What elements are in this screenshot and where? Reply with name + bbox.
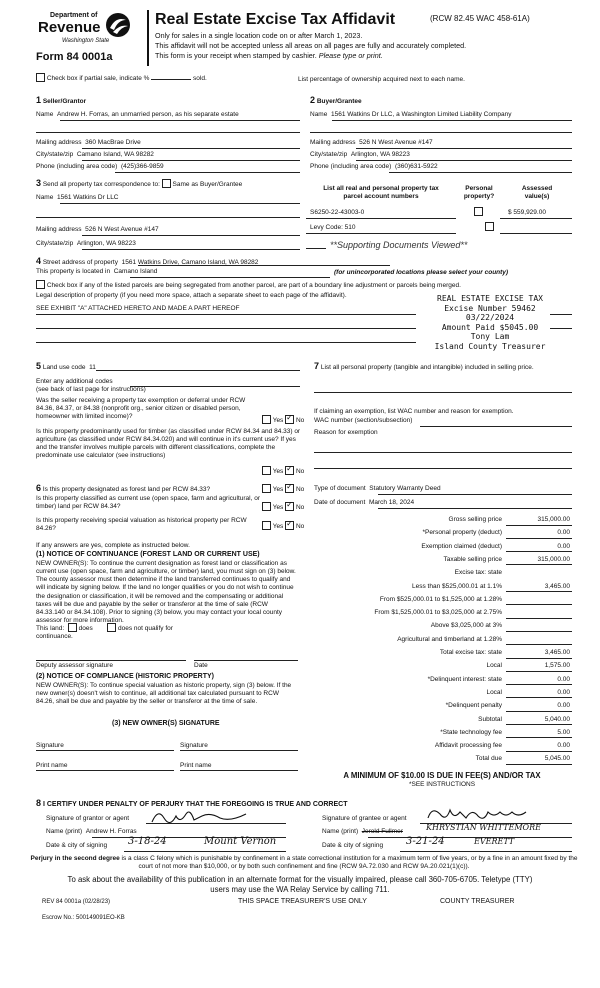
header-note-3: This form is your receipt when stamped by cashier. Please type or print.: [155, 51, 383, 60]
exemption-no-checkbox[interactable]: [285, 415, 294, 424]
historic-yes-no: Yes ✓ No: [262, 522, 304, 531]
forest-yes-checkbox[interactable]: [262, 484, 271, 493]
calc-label: Gross selling price: [448, 516, 502, 523]
calc-label: Taxable selling price: [443, 555, 502, 563]
forest-question: 6 Is this property designated as forest land per RCW 84.33?: [36, 483, 211, 493]
excise-tax-stamp: REAL ESTATE EXCISE TAX Excise Number 59462 03/22/2024 Amount Paid $5045.00 Tony Lam Island County Treasurer: [434, 294, 546, 351]
county-treasurer-label: COUNTY TREASURER: [440, 898, 515, 905]
timber-no-checkbox[interactable]: [285, 466, 294, 475]
calc-value: 1,575.00: [544, 662, 570, 670]
grantor-name: Andrew H. Forras: [85, 828, 137, 835]
perjury-notice: Perjury in the second degree is a class C felony which is punishable by confinement in a state correctional institution for a maximum term of five years, or by a fine in an amount fixed by the court of not more than $10,000, or by both such confinement and fine (RCW 9A.72.030 and RCW 9A.20.021(1)(c)).: [30, 855, 578, 871]
header-note-2: This affidavit will not be accepted unless all areas on all pages are fully and accurately completed.: [155, 41, 467, 50]
treasurer-use-label: THIS SPACE TREASURER'S USE ONLY: [238, 898, 367, 905]
current-use-question: Is this property classified as current use (open space, farm and agricultural, or timber) land per RCW 84.34?: [36, 495, 260, 511]
seller-mail-line: [82, 148, 300, 149]
calc-label: Less than $525,000.01 at 1.1%: [412, 582, 502, 590]
calc-value-line: [506, 525, 572, 526]
buyer-phone-line: [389, 172, 572, 173]
partial-sale-checkbox[interactable]: [36, 73, 45, 82]
calc-label: *State technology fee: [440, 728, 502, 736]
calc-value: 5.00: [557, 728, 570, 736]
doc-type-line: [378, 494, 572, 495]
personal-property-checkbox-1[interactable]: [474, 207, 483, 216]
value-line-2: [500, 233, 572, 234]
calc-value-line: [506, 671, 572, 672]
grantee-date: 3-21-24: [406, 836, 445, 847]
wac-label: WAC number (section/subsection): [314, 417, 413, 424]
new-owner-print-label-1: Print name: [36, 762, 68, 769]
grantor-name-row: Name (print) Andrew H. Forras: [46, 828, 137, 835]
parcel-header: List all real and personal property tax parcel account numbers: [323, 185, 439, 201]
taxcorr-heading: 3 Send all property tax correspondence to: Same as Buyer/Grantee: [36, 178, 243, 188]
personal-line-1: [314, 392, 572, 393]
new-owner-sig-label-1: Signature: [36, 742, 64, 749]
calc-value-line: [506, 724, 572, 725]
calc-value: 0.00: [557, 675, 570, 683]
deputy-sig-line: [36, 660, 186, 661]
calc-value-line: [506, 538, 572, 539]
taxcorr-name-line: [60, 203, 300, 204]
parcel-line-1: [306, 218, 456, 219]
grantee-date-label: Date & city of signing: [322, 842, 384, 849]
buyer-city: Arlington, WA 98223: [350, 151, 410, 158]
taxcorr-name-row: Name 1561 Watkins Dr LLC: [36, 194, 119, 201]
seller-mail-row: Mailing address 360 MacBrae Drive: [36, 139, 141, 146]
timber-question: Is this property predominantly used for timber (as classified under RCW 84.34 and 84.33) or agriculture (as classified under RCW 84.34.020) and will continue in it's current use? If yes and the transfer involves multiple parcels with different classifications, complete the predominate use calculator (see instructions): [36, 428, 301, 460]
list-percentage-note: List percentage of ownership acquired next to each name.: [298, 76, 465, 83]
calc-label: Excise tax: state: [454, 569, 502, 577]
calc-value-line: [506, 564, 572, 565]
grantee-name-line: [368, 837, 572, 838]
buyer-name: 1561 Watkins Dr LLC, a Washington Limited Liability Company: [330, 111, 512, 118]
buyer-phone-row: Phone (including area code) (360)631-5922: [310, 163, 438, 170]
logo-revenue-text: Revenue: [38, 19, 101, 36]
located-value: Camano Island: [113, 268, 158, 275]
doc-date-row: Date of document March 18, 2024: [314, 499, 415, 506]
calc-label: Subtotal: [478, 715, 502, 723]
new-owner-sig-label-2: Signature: [180, 742, 208, 749]
calc-value: 315,000.00: [537, 516, 570, 523]
form-revision: REV 84 0001a (02/28/23): [42, 899, 111, 905]
grantee-name-row: Name (print) Jerold Fullmer: [322, 828, 403, 835]
notice-compliance-title: (2) NOTICE OF COMPLIANCE (HISTORIC PROPERTY): [36, 673, 214, 680]
seller-phone-row: Phone (including area code) (425)366-9859: [36, 163, 164, 170]
taxcorr-city: Arlington, WA 98223: [76, 240, 136, 247]
current-use-yes-no: Yes ✓ No: [262, 503, 304, 512]
legal-line-2: [36, 328, 416, 329]
calc-label: Exemption claimed (deduct): [421, 542, 502, 550]
value-line-1: [500, 218, 572, 219]
calc-value-line: [506, 658, 572, 659]
calc-label: Local: [486, 688, 502, 696]
historic-yes-checkbox[interactable]: [262, 521, 271, 530]
reason-line-2: [314, 468, 572, 469]
land-does-not-checkbox[interactable]: [107, 623, 116, 632]
buyer-name-row: Name 1561 Watkins Dr LLC, a Washington Limited Liability Company: [310, 111, 512, 118]
notice-compliance-body: NEW OWNER(S): To continue special valuation as historic property, sign (3) below. If the new owner(s) doesn't wish to continue, all additional tax calculated pursuant to RCW 84.26, shall be due and payable by the seller or transferor at the time of sale.: [36, 682, 292, 706]
historic-no-checkbox[interactable]: [285, 521, 294, 530]
calc-value: 0.00: [557, 542, 570, 550]
new-owner-print-line-2: [180, 770, 298, 771]
calc-label: *Delinquent interest: state: [427, 675, 502, 683]
partial-percent-field[interactable]: [151, 79, 191, 80]
parcel-line-3: [306, 248, 326, 249]
buyer-mail: 526 N West Avenue #147: [359, 139, 433, 146]
grantor-city: Mount Vernon: [204, 836, 277, 847]
grantee-city: EVERETT: [474, 837, 515, 846]
timber-yes-no: Yes ✓ No: [262, 467, 304, 476]
deputy-sig-label: Deputy assessor signature: [36, 662, 113, 669]
supporting-docs-stamp: **Supporting Documents Viewed**: [330, 240, 468, 250]
calc-value: 315,000.00: [537, 555, 570, 563]
calc-label: Agricultural and timberland at 1.28%: [397, 635, 502, 643]
calc-value-line: [506, 551, 572, 552]
form-number: Form 84 0001a: [36, 51, 113, 63]
calc-value-line: [506, 737, 572, 738]
exemption-question: Was the seller receiving a property tax exemption or deferral under RCW 84.36, 84.37, or 84.38 (nonprofit org., senior citizen or disabled person, homeowner with limited income)?: [36, 397, 246, 421]
accessibility-notice: To ask about the availability of this publication in an alternate format for the visually impaired, please call 360-705-6705. Teletype (TTY) users may use the WA Relay Service by calling 711.: [67, 875, 533, 894]
seller-heading: 1 Seller/Grantor: [36, 95, 87, 105]
landuse-code: 11: [89, 364, 96, 371]
personal-property-header: Personal property?: [463, 185, 495, 201]
calc-value-line: [506, 591, 572, 592]
dor-logo: [36, 12, 134, 54]
legal-line-1: [36, 314, 416, 315]
grantor-date-line: [124, 851, 286, 852]
escrow-number: Escrow No.: 500149091EO-KB: [42, 915, 125, 921]
if-any-yes-note: If any answers are yes, complete as instructed below.: [36, 542, 190, 549]
header-note-1: Only for sales in a single location code on or after March 1, 2023.: [155, 31, 363, 40]
calc-value: 0.00: [557, 529, 570, 537]
landuse-row: 5 Land use code 11: [36, 361, 96, 371]
header-divider: [147, 10, 149, 66]
buyer-name-line-2: [310, 132, 572, 133]
notice-continuance-body: NEW OWNER(S): To continue the current designation as forest land or classification as current use (open space, farm and agriculture, or timber) land, you must sign on (3) below. The county assessor must then determine if the land transferred continues to qualify and will indicate by signing below. If the land no longer qualifies or you do not wish to continue the designation or classification, it will be removed and the compensating or additional taxes will be due and payable by the seller or transferor at the time of sale (RCW 84.33.140 or 84.34.108). Prior to signing (3) below, you may contact your local county assessor for more information.: [36, 560, 296, 624]
timber-yes-checkbox[interactable]: [262, 466, 271, 475]
partial-sold-label: sold.: [193, 75, 207, 83]
new-owner-sig-line-1: [36, 750, 174, 751]
parcel-line-2: [306, 233, 456, 234]
deputy-date-label: Date: [194, 662, 208, 669]
seller-phone-line: [115, 172, 300, 173]
buyer-phone: (360)631-5922: [394, 163, 438, 170]
calc-label: Total excise tax: state: [439, 649, 502, 656]
wac-line: [420, 426, 572, 427]
doc-type-row: Type of document Statutory Warranty Deed: [314, 485, 441, 492]
calc-label: Above $3,025,000 at 3%: [430, 622, 502, 630]
calc-value-line: [506, 711, 572, 712]
seller-name-row: Name Andrew H. Forras, an unmarried person, as his separate estate: [36, 111, 239, 118]
partial-sale-row: [36, 74, 207, 83]
buyer-city-line: [356, 160, 572, 161]
grantor-sig-label: Signature of grantor or agent: [46, 815, 130, 822]
calc-value: 0.00: [557, 742, 570, 750]
current-use-yes-checkbox[interactable]: [262, 502, 271, 511]
logo-state-text: Washington State: [62, 38, 110, 44]
certify-heading: 8 I CERTIFY UNDER PENALTY OF PERJURY THAT THE FOREGOING IS TRUE AND CORRECT: [36, 798, 348, 808]
minimum-due-note: A MINIMUM OF $10.00 IS DUE IN FEE(S) AND/OR TAX: [343, 771, 541, 780]
grantor-signature: [150, 806, 260, 828]
seller-city-row: City/state/zip Camano Island, WA 98282: [36, 151, 154, 158]
seller-phone: (425)366-9859: [120, 163, 164, 170]
this-land-row: This land: does does not qualify for: [36, 624, 173, 633]
continuance-label: continuance.: [36, 633, 73, 640]
reason-label: Reason for exemption: [314, 429, 378, 436]
additional-codes-label: Enter any additional codes (see back of last page for instructions): [36, 378, 146, 394]
legal-desc-value: SEE EXHIBIT "A" ATTACHED HERETO AND MADE A PART HEREOF: [36, 305, 240, 312]
calc-value: 0.00: [557, 702, 570, 710]
calc-label: *Delinquent penalty: [445, 702, 502, 710]
calc-value-line: [506, 697, 572, 698]
landuse-line: [96, 370, 300, 371]
forest-yes-no: Yes ✓ No: [262, 485, 304, 494]
legal-desc-label: Legal description of property (if you need more space, attach a separate sheet to each page of the affidavit).: [36, 292, 347, 299]
calc-value-line: [506, 644, 572, 645]
buyer-name-line: [332, 120, 572, 121]
exemption-yes-no: Yes ✓ No: [262, 416, 304, 425]
calc-value: 5,045.00: [544, 755, 570, 763]
buyer-mail-row: Mailing address 526 N West Avenue #147: [310, 139, 433, 146]
form-title: Real Estate Excise Tax Affidavit: [155, 11, 396, 28]
historic-question: Is this property receiving special valuation as historical property per RCW 84.26?: [36, 517, 247, 533]
grantee-name-struck: Jerold Fullmer: [361, 828, 403, 835]
located-row: This property is located in Camano Island: [36, 268, 158, 275]
seller-name-line: [60, 120, 300, 121]
assessed-value-1: $ 559,929.00: [508, 209, 546, 216]
calc-label: Local: [486, 662, 502, 670]
new-owner-print-line-1: [36, 770, 174, 771]
calc-value: 0.00: [557, 688, 570, 696]
see-instructions-note: *SEE INSTRUCTIONS: [408, 781, 476, 788]
segregated-row: Check box if any of the listed parcels are being segregated from another parcel, are part of a boundary line adjustment or parcels being merged.: [36, 281, 461, 290]
taxcorr-mail-row: Mailing address 526 N West Avenue #147: [36, 226, 159, 233]
new-owner-sig-title: (3) NEW OWNER(S) SIGNATURE: [112, 720, 220, 727]
taxcorr-city-line: [82, 249, 300, 250]
seller-city-line: [82, 160, 300, 161]
doc-type: Statutory Warranty Deed: [369, 485, 441, 492]
seller-name: Andrew H. Forras, an unmarried person, as his separate estate: [56, 111, 239, 118]
seller-city: Camano Island, WA 98282: [76, 151, 154, 158]
current-use-no-checkbox[interactable]: [285, 502, 294, 511]
grantor-date: 3-18-24: [128, 836, 167, 847]
additional-codes-line: [130, 386, 300, 387]
segregated-checkbox[interactable]: [36, 280, 45, 289]
new-owner-sig-line-2: [180, 750, 298, 751]
street-line: [138, 265, 390, 266]
seller-mail: 360 MacBrae Drive: [85, 139, 141, 146]
reason-line-1: [314, 452, 572, 453]
logo-dept-text: Department of: [50, 12, 98, 19]
street-address: 1561 Watkins Drive, Camano Island, WA 98282: [121, 259, 259, 266]
calc-label: Affidavit processing fee: [434, 742, 502, 750]
partial-sale-label: Check box if partial sale, indicate %: [46, 75, 150, 83]
calc-value-line: [506, 684, 572, 685]
form-rcw: (RCW 82.45 WAC 458-61A): [430, 14, 530, 23]
grantee-sig-label: Signature of grantee or agent: [322, 815, 407, 822]
assessed-value-header: Assessed value(s): [521, 185, 553, 201]
calc-value: 5,040.00: [544, 715, 570, 723]
calc-label: Total due: [475, 755, 502, 763]
parcel-number-1: S6250-22-43003-0: [310, 209, 365, 216]
calc-value: 3,465.00: [544, 582, 570, 590]
doc-date-line: [378, 508, 572, 509]
taxcorr-mail: 526 N West Avenue #147: [85, 226, 159, 233]
calc-value: 3,465.00: [544, 649, 570, 656]
calc-value-line: [506, 751, 572, 752]
grantee-name: KHRYSTIAN WHITTEMORE: [426, 823, 541, 832]
located-line: [130, 277, 330, 278]
calc-value-line: [506, 764, 572, 765]
exemption-yes-checkbox[interactable]: [262, 415, 271, 424]
uninc-note: (for unincorporated locations please select your county): [334, 269, 509, 276]
calc-value-line: [506, 631, 572, 632]
grantee-date-line: [400, 851, 572, 852]
legal-line-3: [36, 342, 416, 343]
personal-property-checkbox-2[interactable]: [485, 222, 494, 231]
new-owner-print-label-2: Print name: [180, 762, 212, 769]
seller-name-line-2: [36, 132, 300, 133]
calc-value-line: [506, 604, 572, 605]
buyer-mail-line: [356, 148, 572, 149]
taxcorr-mail-line: [82, 235, 300, 236]
grantor-date-label: Date & city of signing: [46, 842, 108, 849]
doc-date: March 18, 2024: [368, 499, 415, 506]
taxcorr-city-row: City/state/zip Arlington, WA 98223: [36, 240, 136, 247]
calc-label: From $1,525,000.01 to $3,025,000 at 2.75%: [374, 609, 502, 617]
taxcorr-name: 1561 Watkins Dr LLC: [56, 194, 119, 201]
calc-value-line: [506, 618, 572, 619]
calc-label: From $525,000.01 to $1,525,000 at 1.28%: [379, 595, 502, 603]
buyer-city-row: City/state/zip Arlington, WA 98223: [310, 151, 410, 158]
same-as-buyer-checkbox[interactable]: [162, 179, 171, 188]
notice-continuance-title: (1) NOTICE OF CONTINUANCE (FOREST LAND OR CURRENT USE): [36, 551, 260, 558]
exemption-instruction: If claiming an exemption, list WAC number and reason for exemption.: [314, 408, 514, 415]
revenue-swirl-icon: [104, 12, 132, 38]
personal-property-label: 7 List all personal property (tangible and intangible) included in selling price.: [314, 361, 534, 371]
deputy-date-line: [194, 660, 298, 661]
taxcorr-name-line-2: [36, 217, 300, 218]
calc-label: *Personal property (deduct): [422, 529, 502, 537]
buyer-heading: 2 Buyer/Grantee: [310, 95, 362, 105]
street-row: 4 Street address of property 1561 Watkins Drive, Camano Island, WA 98282: [36, 256, 259, 266]
forest-no-checkbox[interactable]: [285, 484, 294, 493]
land-does-checkbox[interactable]: [68, 623, 77, 632]
levy-code: Levy Code: 510: [310, 224, 356, 231]
